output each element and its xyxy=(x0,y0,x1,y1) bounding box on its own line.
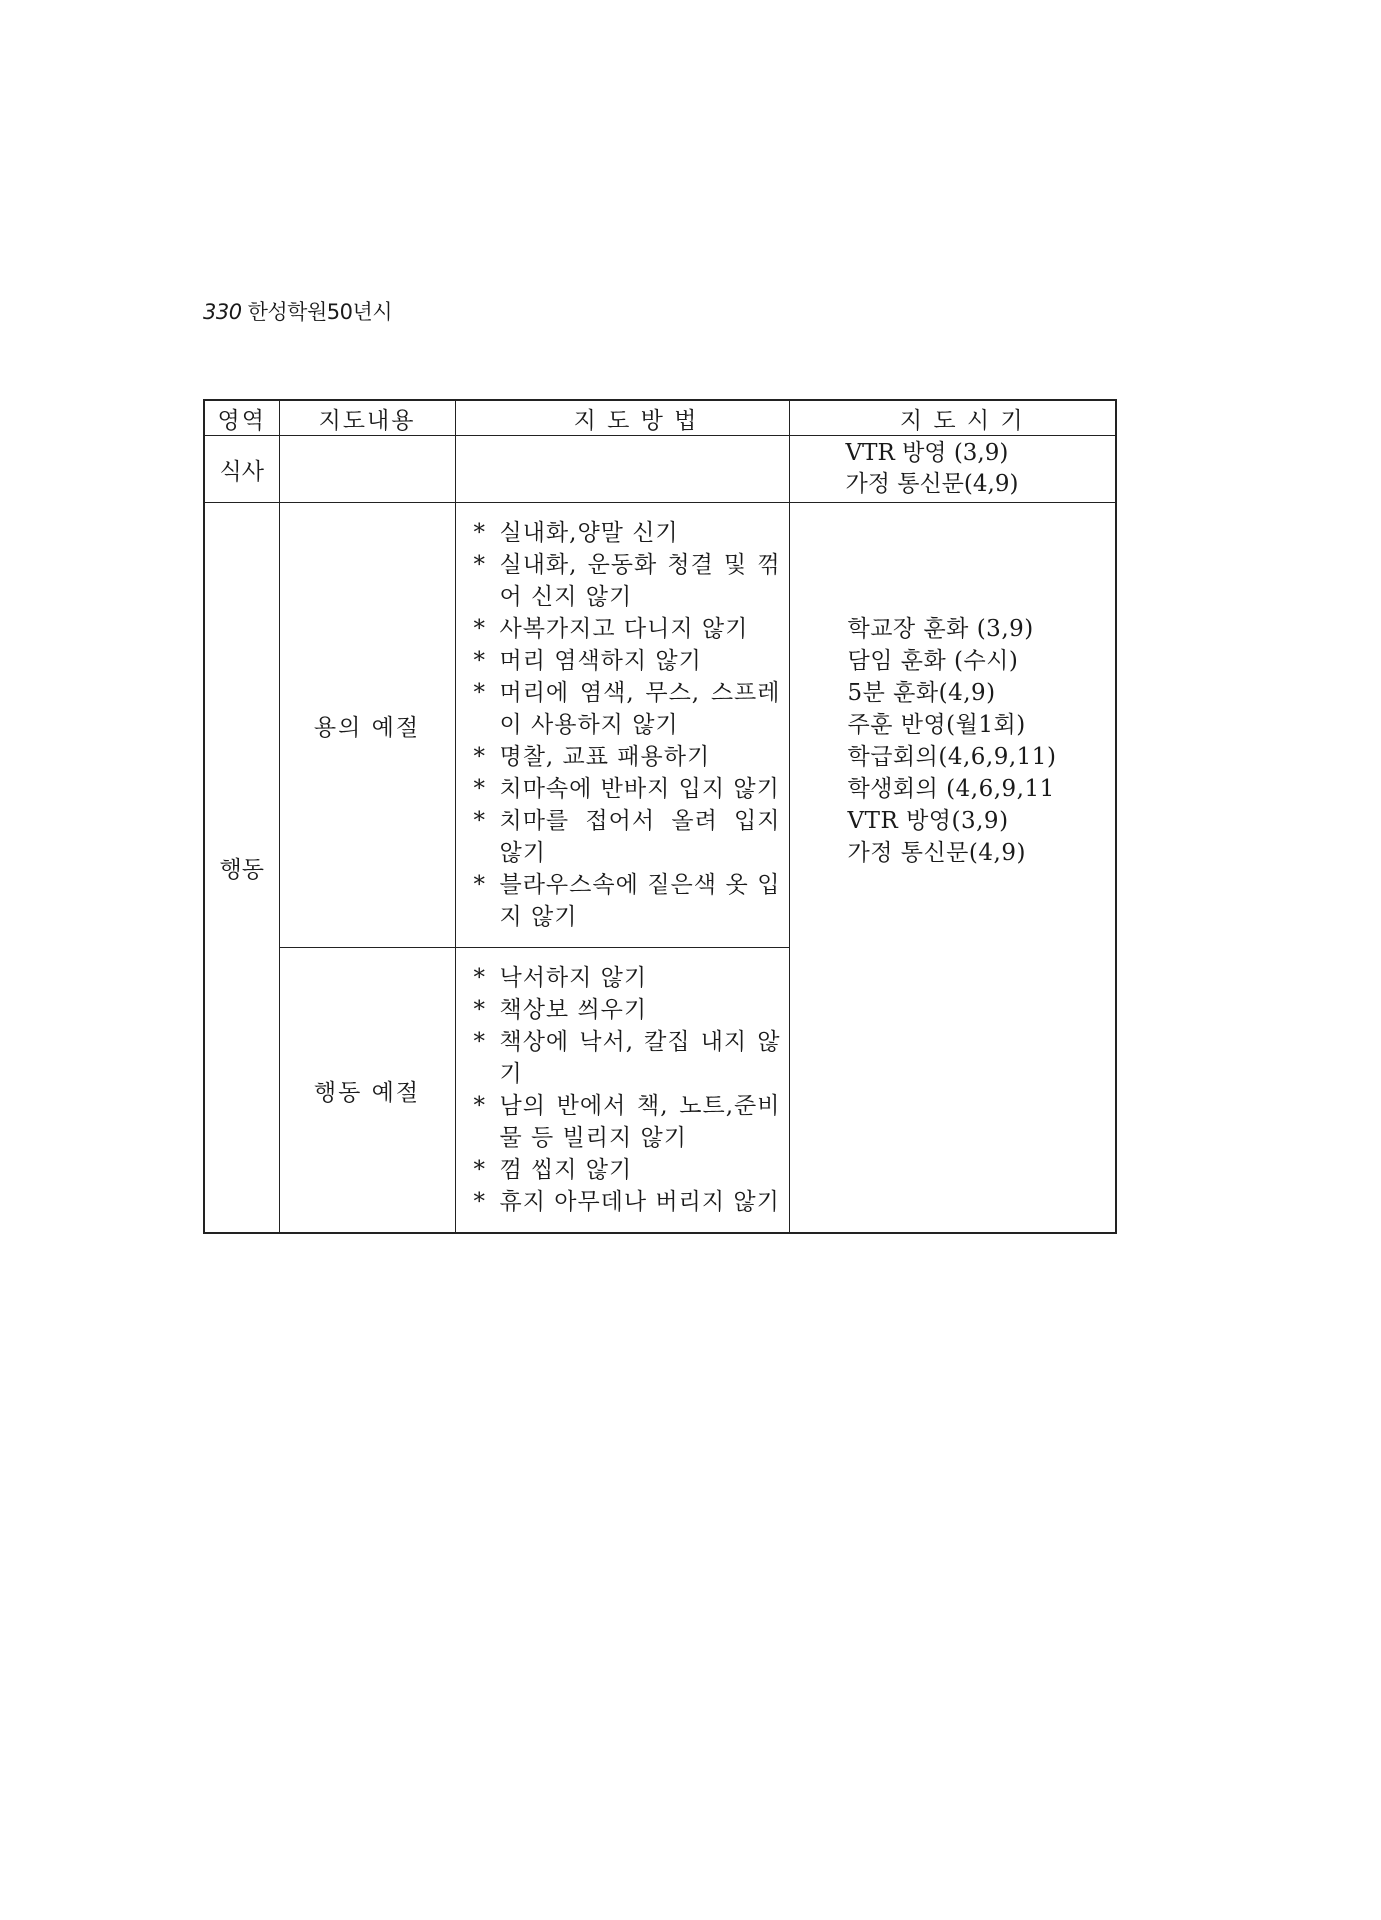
timing-item: 주훈 반영(월1회) xyxy=(847,712,1026,738)
method-item: * 책상에 낙서, 칼집 내지 않기 xyxy=(474,1026,781,1090)
behavior-timing-list xyxy=(790,613,1116,869)
timing-item: VTR 방영 (3,9) xyxy=(845,440,1009,466)
content-conduct: 행동 예절 xyxy=(279,948,455,1234)
timing-item: 학교장 훈화 (3,9) xyxy=(847,616,1034,642)
method-item: * 치마속에 반바지 입지 않기 xyxy=(474,773,781,805)
method-item: * 치마를 접어서 올려 입지 않기 xyxy=(474,805,781,869)
timing-item: 담임 훈화 (수시) xyxy=(847,648,1019,674)
method-item: * 껌 씹지 않기 xyxy=(474,1154,781,1186)
meal-content-empty xyxy=(279,436,455,503)
header-area: 영역 xyxy=(204,400,279,436)
header-method: 지 도 방 법 xyxy=(455,400,789,436)
timing-item: 가정 통신문(4,9) xyxy=(845,471,1019,497)
method-item: * 책상보 씌우기 xyxy=(474,994,781,1026)
meal-method-empty xyxy=(455,436,789,503)
timing-item: 학생회의 (4,6,9,11 xyxy=(847,776,1055,802)
guidance-table xyxy=(203,399,1117,1234)
method-appearance-cell xyxy=(455,503,789,948)
table-header-row xyxy=(204,400,1116,436)
header-content: 지도내용 xyxy=(279,400,455,436)
behavior-timing-cell xyxy=(789,503,1116,1234)
timing-item: 가정 통신문(4,9) xyxy=(847,840,1026,866)
method-item: * 머리에 염색, 무스, 스프레이 사용하지 않기 xyxy=(474,677,781,741)
method-item: * 사복가지고 다니지 않기 xyxy=(474,613,781,645)
behavior-appearance-row xyxy=(204,503,1116,948)
page-header xyxy=(203,296,392,326)
content-appearance: 용의 예절 xyxy=(279,503,455,948)
timing-item: 5분 훈화(4,9) xyxy=(847,680,996,706)
book-title: 한성학원50년시 xyxy=(247,300,393,324)
appearance-method-list xyxy=(456,503,789,947)
method-item: * 휴지 아무데나 버리지 않기 xyxy=(474,1186,781,1218)
meal-timing-cell xyxy=(789,436,1116,503)
method-item: * 블라우스속에 짙은색 옷 입지 않기 xyxy=(474,869,781,933)
page-number: 330 xyxy=(203,300,242,324)
method-item: * 명찰, 교표 패용하기 xyxy=(474,741,781,773)
timing-item: VTR 방영(3,9) xyxy=(847,808,1009,834)
meal-row xyxy=(204,436,1116,503)
meal-timing-list xyxy=(790,436,1116,502)
method-item: * 실내화,양말 신기 xyxy=(474,517,781,549)
header-timing: 지 도 시 기 xyxy=(789,400,1116,436)
area-behavior: 행동 xyxy=(204,503,279,1234)
method-item: * 실내화, 운동화 청결 및 꺾어 신지 않기 xyxy=(474,549,781,613)
method-item: * 낙서하지 않기 xyxy=(474,962,781,994)
method-item: * 남의 반에서 책, 노트,준비물 등 빌리지 않기 xyxy=(474,1090,781,1154)
timing-item: 학급회의(4,6,9,11) xyxy=(847,744,1057,770)
conduct-method-list xyxy=(456,948,789,1232)
method-conduct-cell xyxy=(455,948,789,1234)
method-item: * 머리 염색하지 않기 xyxy=(474,645,781,677)
area-meal: 식사 xyxy=(204,436,279,503)
